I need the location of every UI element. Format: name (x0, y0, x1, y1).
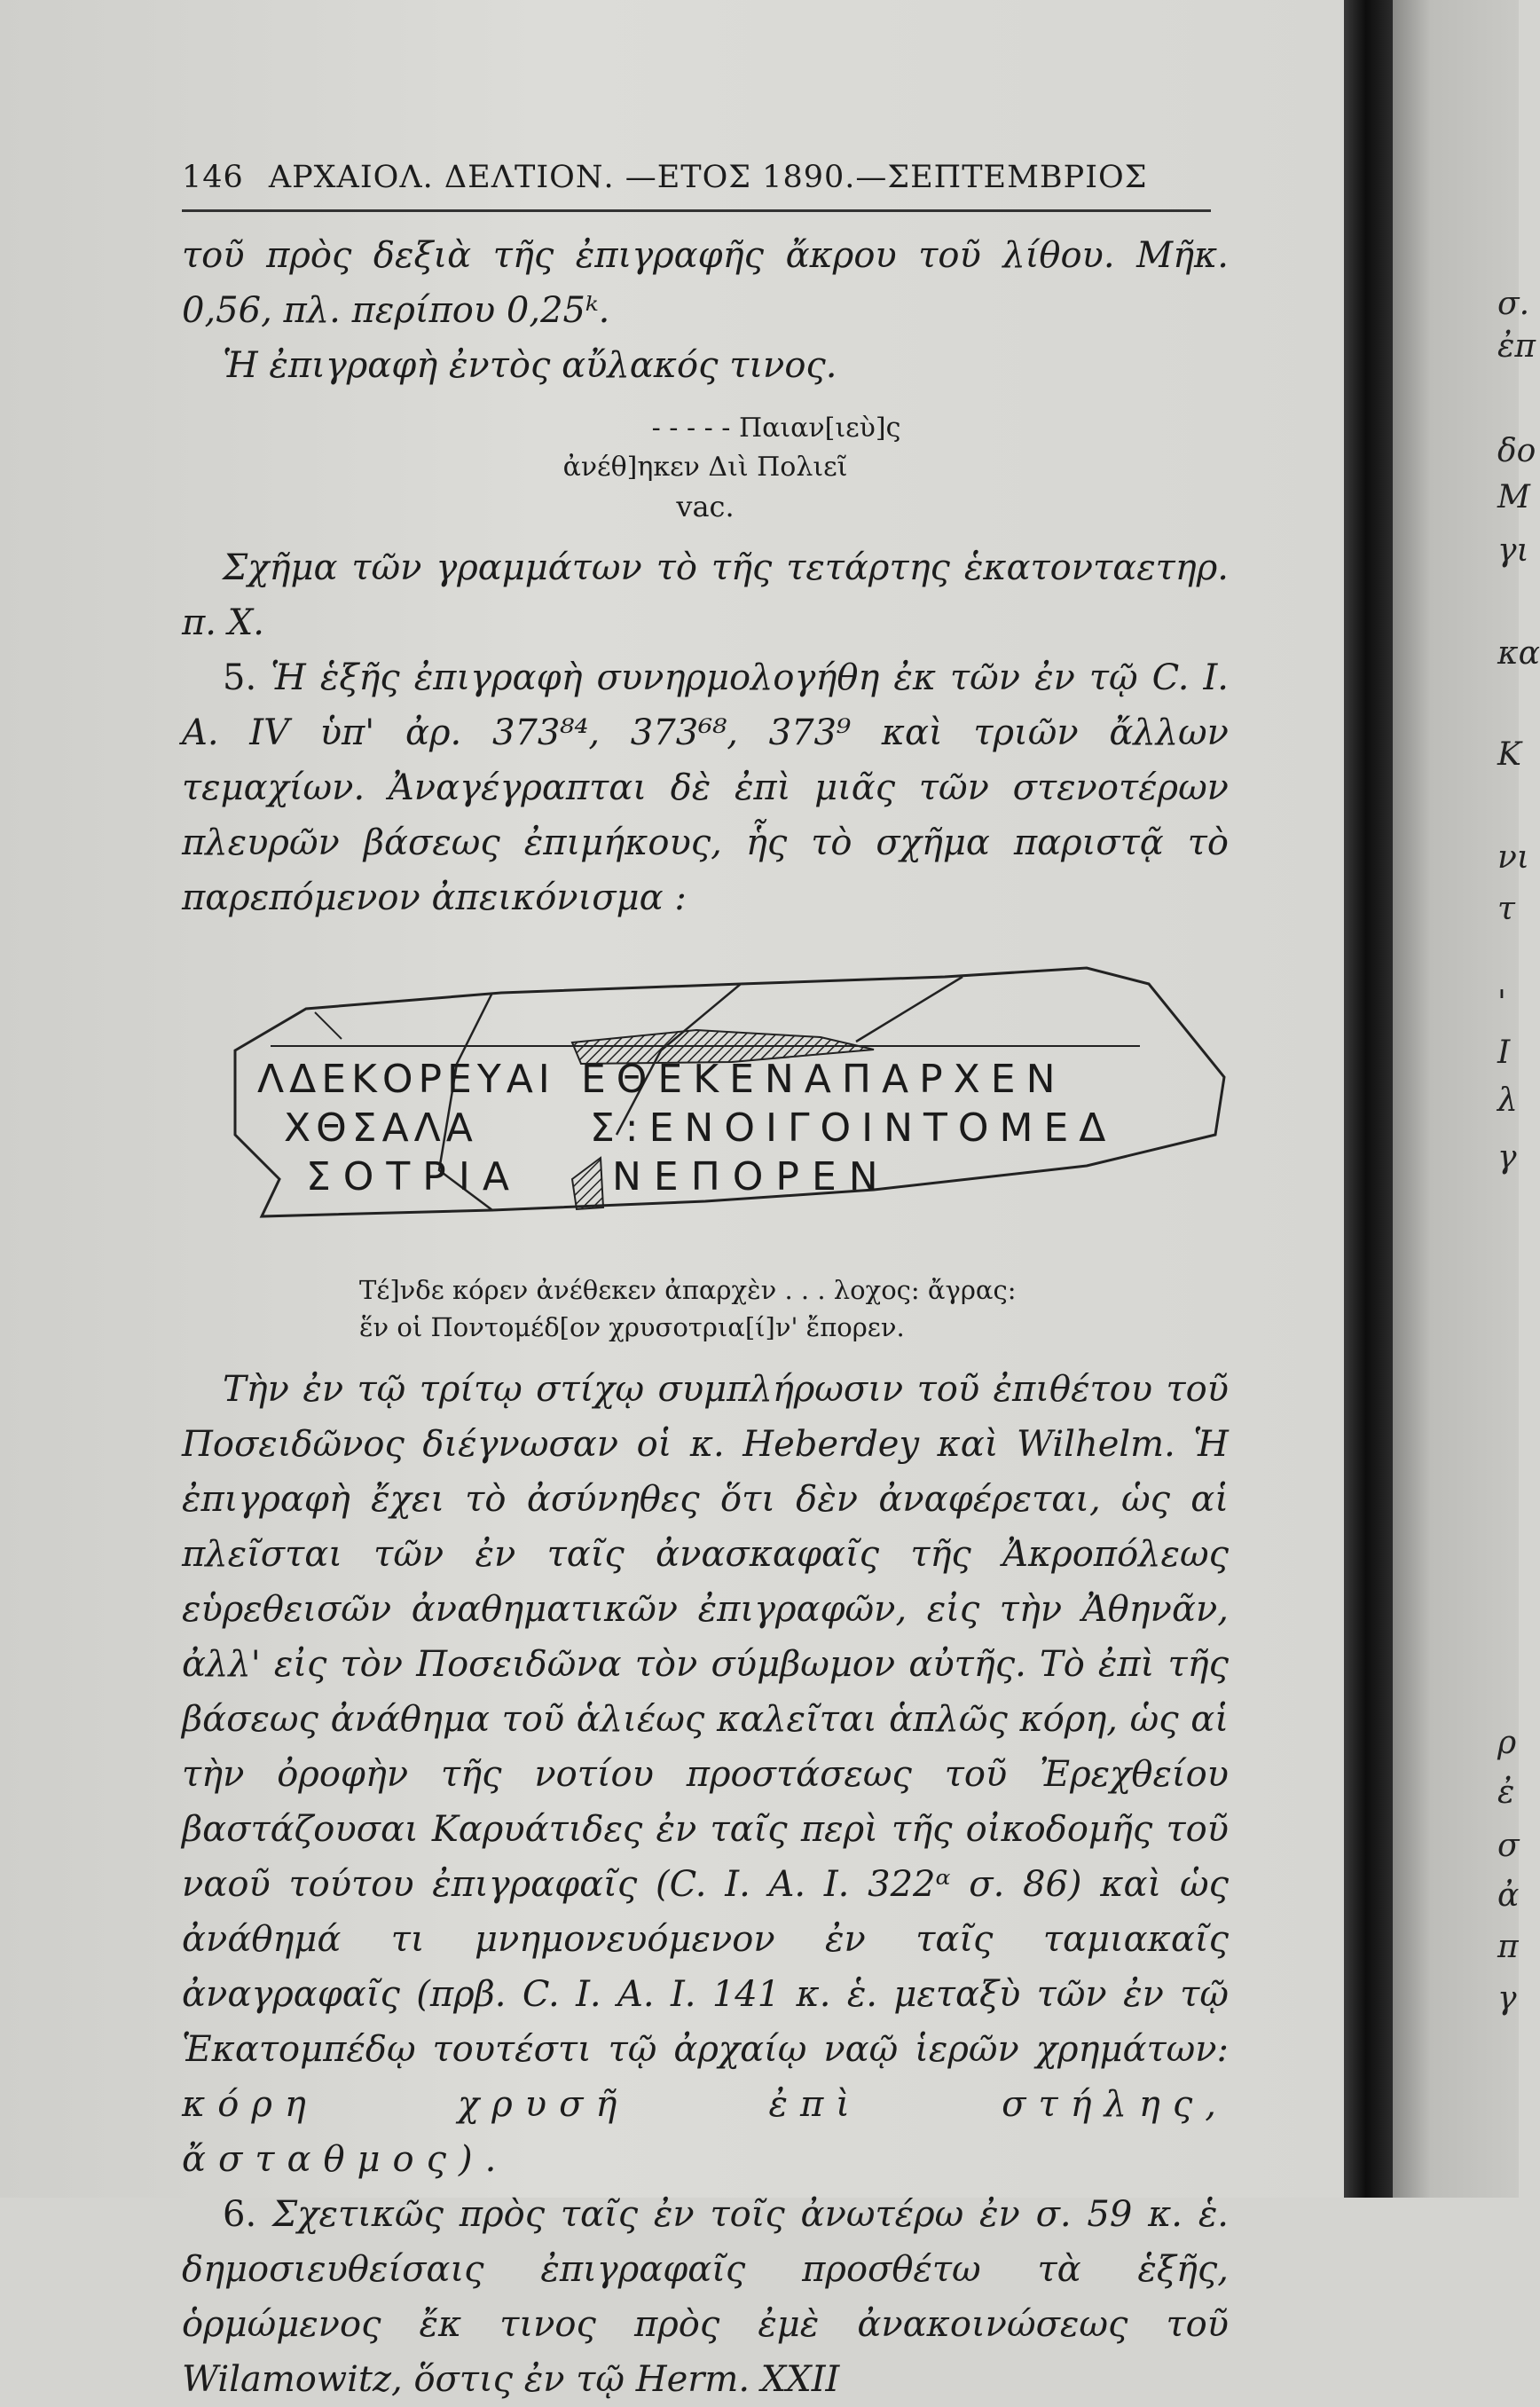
edge-fragment: λ (1497, 1082, 1518, 1119)
edge-fragment: δο (1497, 433, 1536, 469)
paragraph-inscription-note: Ἡ ἐπιγραφὴ ἐντὸς αὔλακός τινος. (223, 345, 837, 386)
fracture-line (856, 977, 962, 1042)
inscription-figure (200, 957, 1229, 1250)
edge-fragment: γ (1497, 1980, 1517, 2017)
transcription-line: ἕν οἱ Ποντομέδ[ον χρυσοτρια[ί]ν' ἔπορεν. (359, 1312, 905, 1342)
edge-fragment: π (1497, 1929, 1519, 1965)
paragraph-measurements: τοῦ πρὸς δεξιὰ τῆς ἐπιγραφῆς ἄκρου τοῦ λίθου. Μῆκ. 0,56, πλ. περίπου 0,25ᵏ. (182, 235, 1229, 331)
inscription-transcription (182, 409, 1229, 526)
edge-fragment: σ. (1497, 286, 1530, 322)
inscription-line-3-right: ΝΕΠΟΡΕΝ (612, 1154, 891, 1200)
figure-transcription (182, 1271, 1229, 1346)
inscription-line-1-left: ΛΔΕΚΟΡΕΥΑΙ (257, 1057, 555, 1102)
page-content (182, 160, 1229, 2407)
running-title: ΑΡΧΑΙΟΛ. ΔΕΛΤΙΟΝ. —ΕΤΟΣ 1890.—ΣΕΠΤΕΜΒΡΙΟΣ (268, 160, 1148, 195)
edge-fragment: ἀ (1497, 1877, 1520, 1914)
edge-fragment: κα (1497, 635, 1540, 672)
facing-page-edge (1393, 0, 1540, 2198)
fracture-line (315, 1012, 342, 1039)
transcription-line: Τέ]νδε κόρεν ἀνέθεκεν ἀπαρχὲν . . . λοχος: ἄγρας: (359, 1275, 1017, 1305)
edge-fragment: γι (1497, 532, 1529, 569)
edge-fragment: νι (1497, 839, 1529, 876)
edge-fragment: ρ (1497, 1725, 1517, 1761)
inscription-line-3-left: ΣΟΤΡΙΑ (306, 1154, 522, 1200)
paragraph-section-5 (182, 650, 1229, 925)
inscription-line-2-left: ΧΘΣΑΛΑ (284, 1105, 478, 1151)
paragraph-section-6 (182, 2187, 1229, 2407)
inscription-line-2-right: Σ:ΕΝΟΙΓΟΙΝΤΟΜΕΔ (590, 1105, 1117, 1151)
paragraph-letter-form: Σχῆμα τῶν γραμμάτων τὸ τῆς τετάρτης ἑκατονταετηρ. π. Χ. (182, 547, 1229, 643)
edge-fragment: Ι (1497, 1034, 1511, 1071)
running-header (182, 160, 1211, 212)
edge-fragment: ἐπ (1497, 328, 1536, 365)
edge-fragment: σ (1497, 1828, 1520, 1864)
edge-fragment: τ (1497, 891, 1515, 927)
page-number: 146 (182, 160, 244, 195)
book-gutter (1344, 0, 1393, 2198)
edge-fragment: γ (1497, 1139, 1517, 1176)
damaged-area (572, 1158, 603, 1209)
section-text: Ἡ ἑξῆς ἐπιγραφὴ συνηρμολογήθη ἐκ τῶν ἐν τῷ C. I. A. IV ὑπ' ἀρ. 373⁸⁴, 373⁶⁸, 373⁹ καὶ τριῶν ἄλλων τεμαχίων. Ἀναγέγραπται δὲ ἐπὶ μιᾶς τῶν στενοτέρων πλευρῶν βάσεως ἐπιμήκους, ἧς τὸ σχῆμα παριστᾷ τὸ παρεπόμενον ἀπεικόνισμα : (182, 657, 1230, 918)
inscription-line-1-right: ΕΘΕΚΕΝΑΠΑΡΧΕΝ (581, 1057, 1066, 1102)
quoted-inventory-entry: κόρη χρυσῆ ἐπὶ στήλης, ἄσταθμος). (182, 2084, 1229, 2180)
stone-base-drawing (200, 957, 1229, 1250)
inscription-line: ἀνέθ]ηκεν Διὶ Πολιεῖ (562, 452, 848, 483)
section-number: 6. (223, 2194, 257, 2235)
paragraph-commentary (182, 1362, 1229, 2187)
section-text: Σχετικῶς πρὸς ταῖς ἐν τοῖς ἀνωτέρω ἐν σ. 59 κ. ἑ. δημοσιευθείσαις ἐπιγραφαῖς προσθέτω τὰ ἑξῆς, ὁρμώμενος ἔκ τινος πρὸς ἐμὲ ἀνακοινώσεως τοῦ Wilamowitz, ὅστις ἐν τῷ Herm. XXII (182, 2194, 1229, 2400)
section-number: 5. (223, 657, 257, 698)
inscription-line: - - - - - Παιαν[ιεὺ]ς (651, 413, 901, 444)
edge-fragment: ἐ (1497, 1774, 1515, 1811)
commentary-text: Τὴν ἐν τῷ τρίτῳ στίχῳ συμπλήρωσιν τοῦ ἐπιθέτου τοῦ Ποσειδῶνος διέγνωσαν οἱ κ. Heberdey καὶ Wilhelm. Ἡ ἐπιγραφὴ ἔχει τὸ ἀσύνηθες ὅτι δὲν ἀναφέρεται, ὡς αἱ πλεῖσται τῶν ἐν ταῖς ἀνασκαφαῖς τῆς Ἀκροπόλεως εὑρεθεισῶν ἀναθηματικῶν ἐπιγραφῶν, εἰς τὴν Ἀθηνᾶν, ἀλλ' εἰς τὸν Ποσειδῶνα τὸν σύμβωμον αὐτῆς. Τὸ ἐπὶ τῆς βάσεως ἀνάθημα τοῦ ἁλιέως καλεῖται ἁπλῶς κόρη, ὡς αἱ τὴν ὀροφὴν τῆς νοτίου προστάσεως τοῦ Ἐρεχθείου βαστάζουσαι Καρυάτιδες ἐν ταῖς περὶ τῆς οἰκοδομῆς τοῦ ναοῦ τούτου ἐπιγραφαῖς (C. I. A. I. 322ᵅ σ. 86) καὶ ὡς ἀνάθημά τι μνημονευόμενον ἐν ταῖς ταμιακαῖς ἀναγραφαῖς (πρβ. C. I. A. I. 141 κ. ἑ. μεταξὺ τῶν ἐν τῷ Ἑκατομπέδῳ τουτέστι τῷ ἀρχαίῳ ναῷ ἱερῶν χρημάτων: (182, 1369, 1229, 2070)
inscription-line: vac. (676, 490, 735, 523)
edge-fragment: Μ (1497, 479, 1530, 515)
edge-fragment: Κ (1497, 736, 1521, 773)
edge-fragment: ' (1497, 985, 1506, 1021)
